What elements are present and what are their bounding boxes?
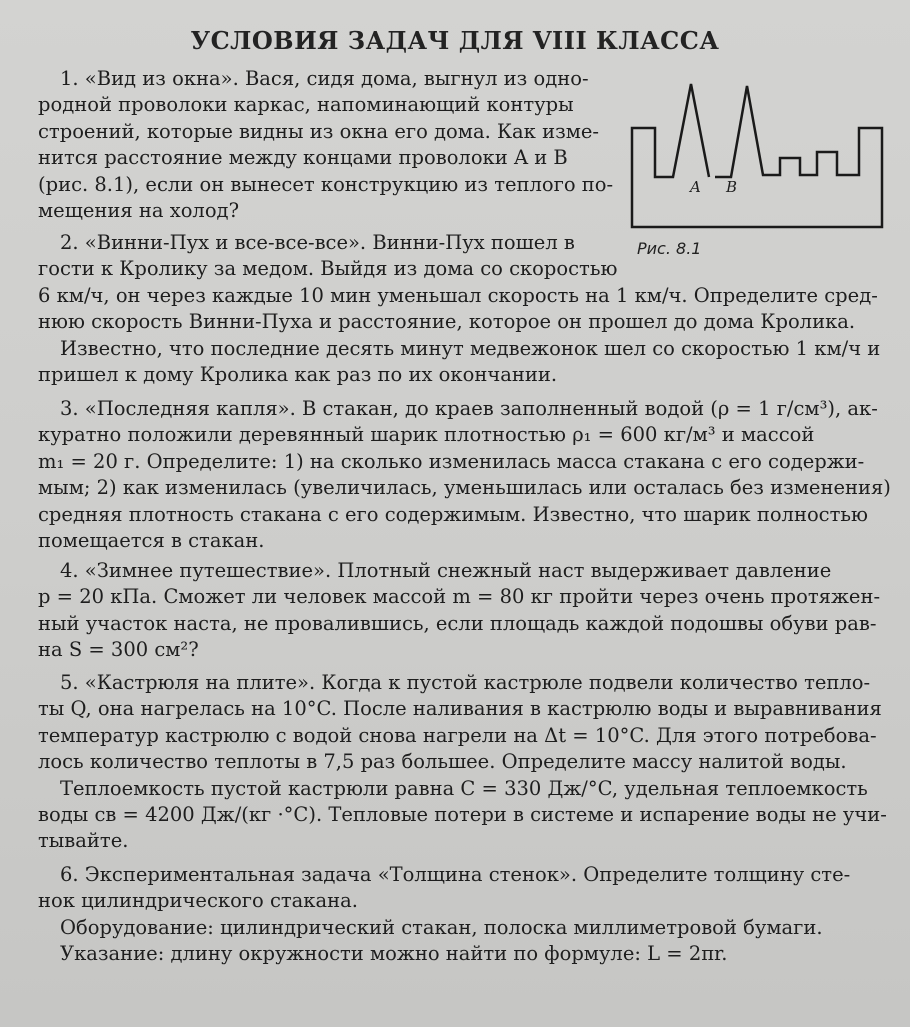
problem-3 (38, 396, 891, 554)
label-b: B (726, 178, 738, 196)
problem-5-line: тывайте. (38, 829, 129, 853)
problem-1 (38, 66, 613, 224)
problem-2-line: 2. «Винни-Пух и все-все-все». Винни-Пух пошел в (60, 231, 575, 254)
problem-6-line: 6. Экспериментальная задача «Толщина стенок». Определите толщину сте- (60, 863, 851, 886)
problem-4-line: на S = 300 см²? (38, 638, 199, 662)
problem-3-line: средняя плотность стакана с его содержимым. Известно, что шарик полностью (38, 502, 868, 526)
problem-2-line: гости к Кролику за медом. Выйдя из дома со скоростью (38, 257, 618, 281)
label-a: A (690, 178, 701, 196)
problem-2-line: нюю скорость Винни-Пуха и расстояние, которое он прошел до дома Кролика. (38, 310, 856, 334)
figure-caption: Рис. 8.1 (637, 239, 702, 258)
problem-6-line: Оборудование: цилиндрический стакан, полоска миллиметровой бумаги. (60, 915, 823, 939)
problem-2 (38, 230, 884, 388)
problem-1-line: 1. «Вид из окна». Вася, сидя дома, выгнул из одно- (60, 67, 589, 90)
problem-2-line: Известно, что последние десять минут медвежонок шел со скоростью 1 км/ч и (60, 336, 881, 360)
problem-6 (38, 862, 884, 968)
problem-1-line: родной проволоки каркас, напоминающий контуры (38, 93, 574, 117)
problem-3-line: 3. «Последняя капля». В стакан, до краев заполненный водой (ρ = 1 г/см³), ак- (60, 397, 878, 420)
problem-2-line: 6 км/ч, он через каждые 10 мин уменьшал скорость на 1 км/ч. Определите сред- (38, 283, 878, 307)
problem-4 (38, 558, 884, 664)
problem-5 (38, 670, 887, 855)
problem-4-line: p = 20 кПа. Сможет ли человек массой m = 80 кг пройти через очень протяжен- (38, 585, 881, 609)
problem-4-line: 4. «Зимнее путешествие». Плотный снежный наст выдерживает давление (60, 559, 832, 582)
problem-6-line: Указание: длину окружности можно найти по формуле: L = 2πr. (60, 942, 728, 966)
problem-3-line: m₁ = 20 г. Определите: 1) на сколько изменилась масса стакана с его содержи- (38, 449, 865, 473)
problem-5-line: 5. «Кастрюля на плите». Когда к пустой кастрюле подвели количество тепло- (60, 671, 871, 694)
page-title: УСЛОВИЯ ЗАДАЧ ДЛЯ VIII КЛАССА (190, 26, 720, 55)
problem-5-line: температур кастрюлю с водой снова нагрели на Δt = 10°C. Для этого потребова- (38, 723, 877, 747)
problem-1-line: строений, которые видны из окна его дома. Как изме- (38, 119, 599, 143)
problem-3-line: куратно положили деревянный шарик плотностью ρ₁ = 600 кг/м³ и массой (38, 423, 815, 447)
problem-1-line: мещения на холод? (38, 198, 240, 222)
problem-6-line: нок цилиндрического стакана. (38, 889, 358, 913)
problem-4-line: ный участок наста, не провалившись, если площадь каждой подошвы обуви рав- (38, 611, 877, 635)
problem-5-line: ты Q, она нагрелась на 10°C. После наливания в кастрюлю воды и выравнивания (38, 697, 882, 721)
problem-1-line: (рис. 8.1), если он вынесет конструкцию из теплого по- (38, 172, 614, 196)
problem-3-line: мым; 2) как изменилась (увеличилась, уменьшилась или осталась без изменения) (38, 476, 891, 500)
problem-5-line: воды cв = 4200 Дж/(кг ·°C). Тепловые потери в системе и испарение воды не учи- (38, 802, 887, 826)
problem-3-line: помещается в стакан. (38, 528, 265, 552)
wire-frame-figure (627, 76, 887, 236)
problem-1-line: нится расстояние между концами проволоки A и B (38, 146, 568, 170)
problem-5-line: Теплоемкость пустой кастрюли равна C = 330 Дж/°C, удельная теплоемкость (60, 776, 868, 800)
problem-2-line: пришел к дому Кролика как раз по их окончании. (38, 362, 558, 386)
problem-5-line: лось количество теплоты в 7,5 раз большее. Определите массу налитой воды. (38, 750, 847, 774)
